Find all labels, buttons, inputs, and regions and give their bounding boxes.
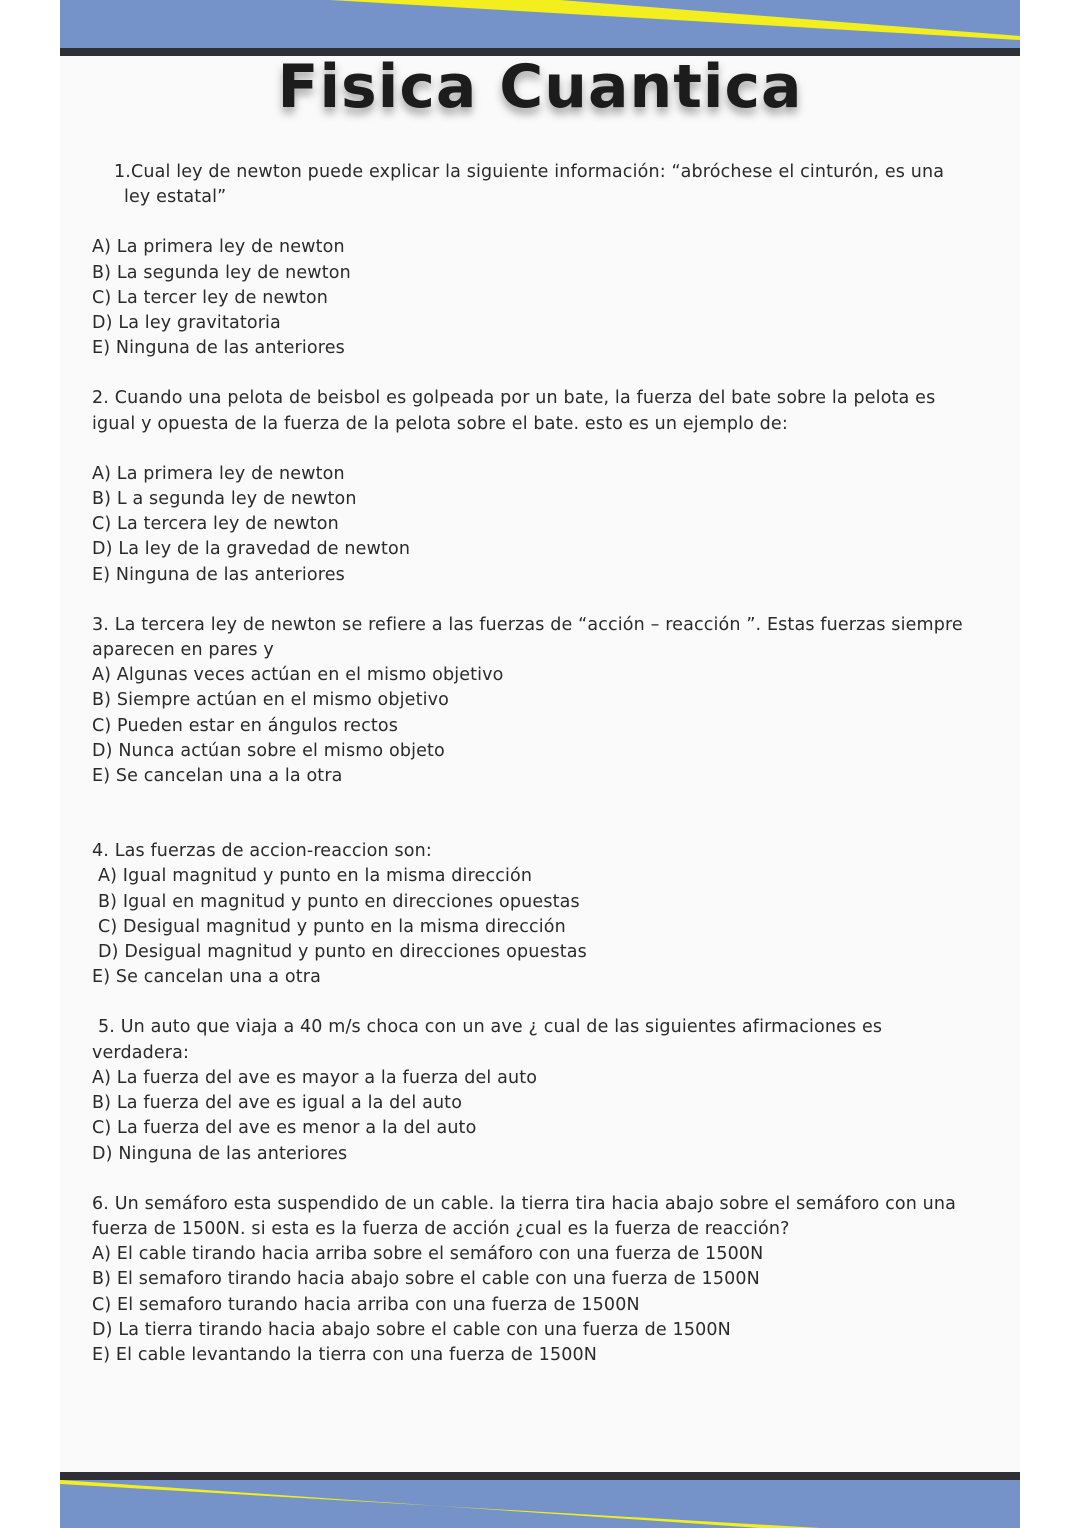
header-stripe bbox=[0, 0, 1080, 60]
question-4-text: 4. Las fuerzas de accion-reaccion son: bbox=[92, 841, 432, 862]
question-6-options bbox=[92, 1242, 972, 1368]
option: A) La primera ley de newton bbox=[92, 463, 345, 484]
footer-stripe bbox=[0, 1468, 1080, 1528]
option: D) Desigual magnitud y punto en direcciones opuestas bbox=[98, 942, 587, 963]
option: D) Ninguna de las anteriores bbox=[92, 1143, 348, 1164]
option: A) Algunas veces actúan en el mismo objetivo bbox=[92, 665, 504, 686]
question-2-options bbox=[92, 462, 972, 588]
option: D) La ley gravitatoria bbox=[92, 313, 281, 334]
question-list bbox=[92, 160, 972, 1368]
option: C) Pueden estar en ángulos rectos bbox=[92, 715, 398, 736]
option: C) El semaforo turando hacia arriba con una fuerza de 1500N bbox=[92, 1294, 640, 1315]
option: E) Ninguna de las anteriores bbox=[92, 564, 345, 585]
question-2-text: 2. Cuando una pelota de beisbol es golpeada por un bate, la fuerza del bate sobre la pelota es igual y opuesta de la fuerza de la pelota sobre el bate. esto es un ejemplo de: bbox=[92, 388, 936, 434]
option: E) Se cancelan una a otra bbox=[92, 967, 321, 988]
option: E) Ninguna de las anteriores bbox=[92, 338, 345, 359]
page-title: Fisica Cuantica bbox=[277, 52, 803, 122]
question-1-text: 1.Cual ley de newton puede explicar la siguiente información: “abróchese el cinturón, es una ley estatal” bbox=[114, 162, 945, 208]
option: E) El cable levantando la tierra con una fuerza de 1500N bbox=[92, 1344, 598, 1365]
question-4-options bbox=[92, 864, 972, 990]
option: C) Desigual magnitud y punto en la misma dirección bbox=[98, 916, 566, 937]
question-3-text: 3. La tercera ley de newton se refiere a las fuerzas de “acción – reacción ”. Estas fuerzas siempre aparecen en pares y bbox=[92, 614, 963, 661]
option: A) Igual magnitud y punto en la misma dirección bbox=[98, 866, 533, 887]
option: B) Igual en magnitud y punto en direcciones opuestas bbox=[98, 891, 580, 912]
option: C) La tercera ley de newton bbox=[92, 514, 339, 535]
option: A) La primera ley de newton bbox=[92, 237, 345, 258]
option: B) Siempre actúan en el mismo objetivo bbox=[92, 690, 449, 711]
option: D) La ley de la gravedad de newton bbox=[92, 539, 411, 560]
option: D) La tierra tirando hacia abajo sobre el cable con una fuerza de 1500N bbox=[92, 1319, 731, 1340]
option: C) La tercer ley de newton bbox=[92, 287, 328, 308]
option: B) El semaforo tirando hacia abajo sobre el cable con una fuerza de 1500N bbox=[92, 1269, 760, 1290]
option: B) La fuerza del ave es igual a la del auto bbox=[92, 1093, 463, 1114]
question-5-options bbox=[92, 1066, 972, 1167]
option: C) La fuerza del ave es menor a la del auto bbox=[92, 1118, 477, 1139]
option: A) La fuerza del ave es mayor a la fuerza del auto bbox=[92, 1067, 538, 1088]
question-5-text: 5. Un auto que viaja a 40 m/s choca con un ave ¿ cual de las siguientes afirmaciones es verdadera: bbox=[92, 1017, 883, 1063]
option: E) Se cancelan una a la otra bbox=[92, 766, 343, 787]
question-1-options bbox=[92, 235, 972, 361]
option: D) Nunca actúan sobre el mismo objeto bbox=[92, 740, 445, 761]
option: A) El cable tirando hacia arriba sobre el semáforo con una fuerza de 1500N bbox=[92, 1244, 764, 1265]
option: B) La segunda ley de newton bbox=[92, 262, 351, 283]
question-3-options bbox=[92, 663, 972, 789]
question-6-text: 6. Un semáforo esta suspendido de un cable. la tierra tira hacia abajo sobre el semáforo con una fuerza de 1500N. si esta es la fuerza de acción ¿cual es la fuerza de reacción? bbox=[92, 1193, 957, 1239]
option: B) L a segunda ley de newton bbox=[92, 489, 357, 510]
